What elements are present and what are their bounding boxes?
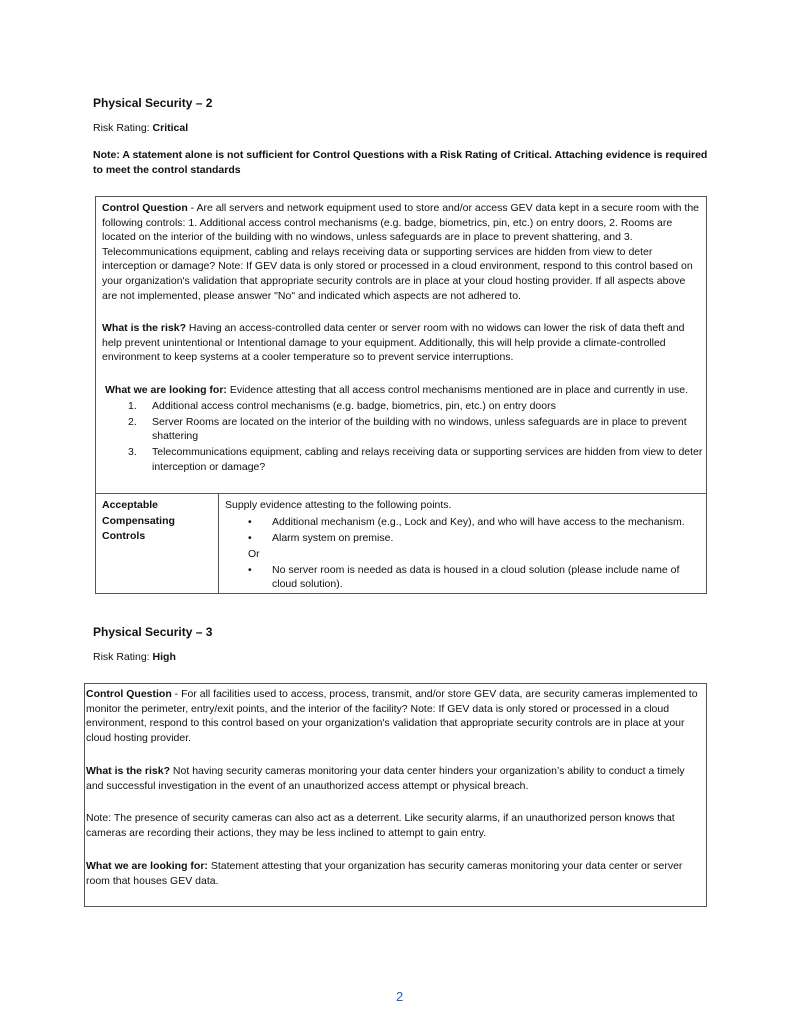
control-question-paragraph: [86, 687, 701, 745]
compensating-controls-label: Acceptable Compensating Controls: [102, 499, 175, 542]
looking-for-paragraph: [86, 859, 701, 888]
list-number: 3.: [128, 446, 137, 459]
risk-rating-value: High: [152, 651, 176, 663]
critical-note: Note: A statement alone is not sufficient for Control Questions with a Risk Rating of Critical. Attaching evidence is required to meet the control standards: [93, 149, 708, 176]
section-title-physical-security-3: Physical Security – 3: [93, 625, 213, 639]
compensating-intro: Supply evidence attesting to the following points.: [225, 499, 452, 511]
page-number: 2: [396, 989, 404, 1004]
risk-rating-line: [93, 651, 176, 663]
risk-question-label: What is the risk?: [102, 322, 187, 334]
or-separator: Or: [248, 547, 260, 560]
section-title-physical-security-2: Physical Security – 2: [93, 96, 213, 110]
control-box-ps3: [84, 683, 707, 907]
compensating-controls-row: [95, 493, 707, 594]
list-text: Additional access control mechanisms (e.g. badge, biometrics, pin, etc.) on entry doors: [152, 399, 556, 412]
control-question-paragraph: [102, 201, 700, 303]
bullet-glyph: •: [248, 515, 252, 528]
risk-rating-line: [93, 122, 188, 134]
list-number: 2.: [128, 415, 137, 428]
risk-paragraph: [86, 764, 701, 793]
bullet-item: [225, 515, 703, 530]
looking-for-paragraph: [105, 383, 703, 398]
list-text: Telecommunications equipment, cabling and relays receiving data or supporting services are hidden from view to deter interception or damage?: [152, 446, 703, 473]
looking-for-label: What we are looking for:: [105, 384, 227, 396]
control-box-ps2: [95, 196, 707, 494]
risk-question-label: What is the risk?: [86, 765, 171, 777]
list-item: [105, 399, 703, 414]
column-divider: [218, 494, 219, 593]
compensating-controls-content: [225, 498, 703, 592]
control-question-label: Control Question: [86, 688, 172, 700]
bullet-glyph: •: [248, 531, 252, 544]
bullet-glyph: •: [248, 563, 252, 576]
looking-for-text: Statement attesting that your organization has security cameras monitoring your data center or server room that houses GEV data.: [86, 860, 683, 887]
bullet-item: [225, 531, 703, 546]
bullet-text: No server room is needed as data is housed in a cloud solution (please include name of cloud solution).: [272, 563, 680, 591]
bullet-item: [225, 563, 703, 592]
looking-for-label: What we are looking for:: [86, 860, 208, 872]
list-item: [105, 415, 703, 444]
bullet-text: Additional mechanism (e.g., Lock and Key), and who will have access to the mechanism.: [272, 515, 685, 528]
list-number: 1.: [128, 399, 137, 412]
risk-rating-label: Risk Rating:: [93, 651, 153, 663]
looking-for-list: [105, 399, 703, 475]
list-text: Server Rooms are located on the interior of the building with no windows, unless safeguards are in place to prevent shattering: [152, 415, 687, 443]
risk-question-text: Not having security cameras monitoring your data center hinders your organization’s ability to conduct a timely and successful investigation in the event of an unauthorized access attempt or physical breach.: [86, 765, 685, 792]
risk-paragraph: [102, 321, 700, 365]
risk-rating-value: Critical: [152, 122, 189, 134]
list-item: [105, 445, 703, 474]
control-question-text: - Are all servers and network equipment used to store and/or access GEV data kept in a secure room with the following controls: 1. Additional access control mechanisms (e.g. badge, biometrics, pin, etc.) on entry doors, 2. Rooms are located on the interior of the building with no windows, unless safeguards are in place to prevent shattering, and 3. Telecommunications equipment, cabling and relays receiving data or supporting services are hidden from view to deter interception or damage? Note: If GEV data is only stored or processed in a cloud environment, respond to this control based on your organization's validation that appropriate security controls are in place at your cloud hosting provider. If all aspects above are not implemented, please answer "No" and indicated which aspects are not adhered to.: [102, 202, 700, 302]
looking-for-text: Evidence attesting that all access control mechanisms mentioned are in place and currently in use.: [226, 384, 689, 396]
risk-question-text: Having an access-controlled data center or server room with no widows can lower the risk of data theft and help prevent unintentional or Intentional damage to your equipment. Additionally, this will help provide a climate-controlled environment to keep systems at a cooler temperature so to prevent service interruptions.: [102, 322, 685, 364]
control-question-text: - For all facilities used to access, process, transmit, and/or store GEV data, are security cameras implemented to monitor the perimeter, entry/exit points, and the interior of the facility? Note: If GEV data is only stored or processed in a cloud environment, respond to this control based on your organization's validation that appropriate security controls are in place at your cloud hosting provider.: [86, 688, 698, 744]
deterrent-note: Note: The presence of security cameras can also act as a deterrent. Like security alarms, if an unauthorized person knows that cameras are recording their actions, they may be less inclined to attempt to gain entry.: [86, 812, 675, 839]
control-question-label: Control Question: [102, 202, 188, 214]
bullet-text: Alarm system on premise.: [272, 531, 394, 544]
risk-rating-label: Risk Rating:: [93, 122, 153, 134]
